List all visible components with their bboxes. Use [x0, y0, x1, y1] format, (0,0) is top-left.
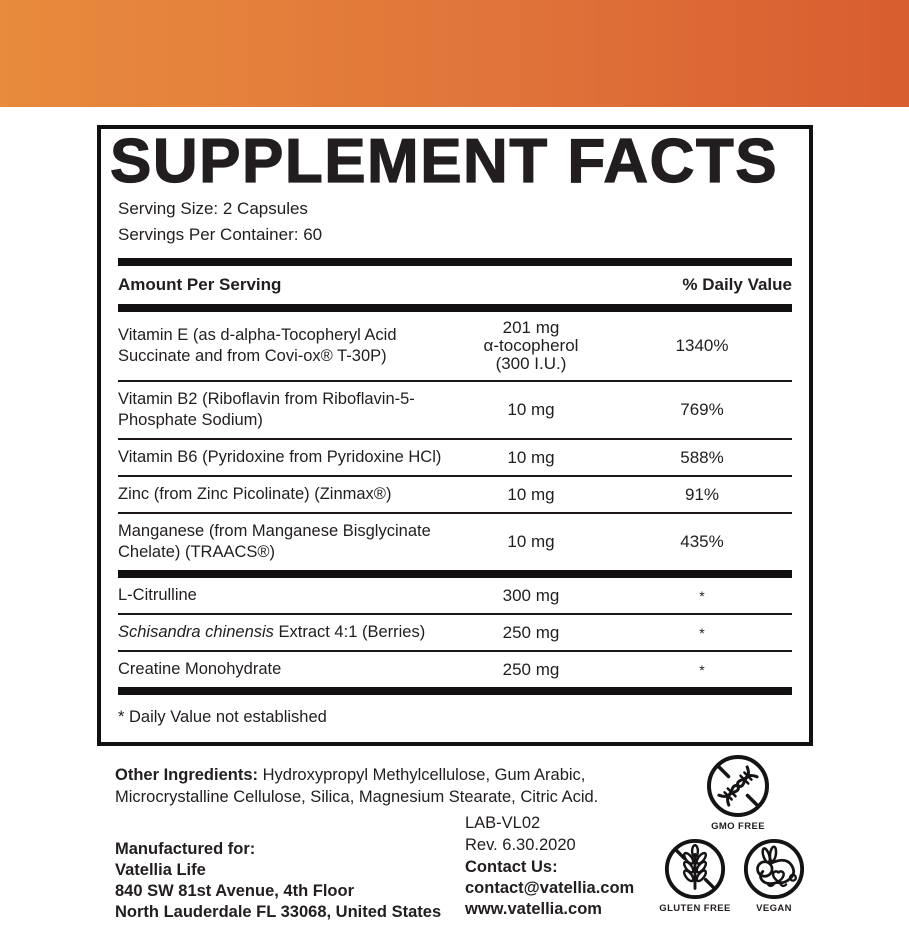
- servings-per-container: Servings Per Container: 60: [118, 225, 323, 244]
- thick-divider: [118, 258, 792, 266]
- lab-code: LAB-VL02: [465, 814, 541, 832]
- revision-date: Rev. 6.30.2020: [465, 836, 576, 854]
- ingredient-amount: [450, 533, 612, 551]
- manufacturer-block: [115, 839, 441, 923]
- table-row: [118, 312, 792, 380]
- manufacturer-name: Vatellia Life: [115, 861, 206, 879]
- amount-line: 250 mg: [502, 659, 560, 679]
- other-ingredients-text: Hydroxypropyl Methylcellulose, Gum Arabic, Microcrystalline Cellulose, Silica, Magnesium Stearate, Citric Acid.: [115, 766, 599, 806]
- manufactured-for-label: Manufactured for:: [115, 840, 256, 858]
- table-row: [118, 380, 792, 438]
- ingredient-name-text: Manganese (from Manganese Bisglycinate Chelate) (TRAACS®): [118, 522, 431, 561]
- contact-website: www.vatellia.com: [465, 900, 602, 918]
- vitamins-minerals-rows: [118, 312, 792, 570]
- ingredient-name: [118, 585, 450, 606]
- gluten-free-icon: [663, 837, 727, 901]
- ingredient-name: [118, 622, 450, 643]
- column-header-daily-value: % Daily Value: [682, 275, 792, 294]
- ingredient-name-italic: Schisandra chinensis: [118, 623, 274, 641]
- ingredient-dv: 1340%: [675, 336, 729, 355]
- amount-line: 300 mg: [502, 585, 560, 605]
- ingredient-amount: [450, 449, 612, 467]
- thick-divider: [118, 687, 792, 695]
- amount-line: 10 mg: [507, 532, 555, 551]
- manufacturer-address-line2: North Lauderdale FL 33068, United States: [115, 903, 442, 921]
- column-header-amount: Amount Per Serving: [118, 275, 282, 294]
- serving-size: Serving Size: 2 Capsules: [118, 199, 308, 218]
- gluten-free-label: GLUTEN FREE: [659, 903, 731, 914]
- ingredient-dv: *: [699, 662, 705, 678]
- ingredient-name-text: Extract 4:1 (Berries): [273, 623, 426, 641]
- table-row: [118, 650, 792, 687]
- gmo-free-label: GMO FREE: [711, 821, 765, 832]
- table-row: [118, 512, 792, 570]
- ingredient-amount: [450, 624, 612, 642]
- amount-line: 10 mg: [507, 447, 555, 467]
- table-header-row: [118, 266, 792, 304]
- ingredient-name-text: Creatine Monohydrate: [118, 660, 282, 678]
- ingredient-name-text: Vitamin E (as d-alpha-Tocopheryl Acid Succinate and from Covi-ox® T-30P): [118, 326, 397, 365]
- supplement-facts-panel: [97, 125, 813, 746]
- ingredient-amount: [450, 587, 612, 605]
- thick-divider: [118, 570, 792, 578]
- ingredient-dv: 588%: [680, 447, 724, 467]
- table-row: [118, 613, 792, 650]
- ingredient-name: [118, 659, 450, 680]
- ingredient-dv: 769%: [680, 400, 724, 419]
- ingredient-amount: [450, 319, 612, 373]
- daily-value-footnote: * Daily Value not established: [118, 708, 327, 726]
- ingredient-dv: *: [699, 588, 705, 604]
- amount-line: 201 mg: [502, 318, 560, 337]
- vegan-label: VEGAN: [756, 903, 792, 914]
- other-ingredients: [115, 764, 685, 808]
- ingredient-name-text: Zinc (from Zinc Picolinate) (Zinmax®): [118, 485, 392, 503]
- ingredient-amount: [450, 661, 612, 679]
- ingredient-name: [118, 389, 450, 431]
- table-row: [118, 475, 792, 512]
- amount-line: α-tocopherol: [483, 336, 579, 355]
- orange-gradient-banner: [0, 0, 909, 107]
- panel-title: SUPPLEMENT FACTS: [110, 127, 779, 196]
- ingredient-name: [118, 447, 450, 468]
- ingredient-dv: 91%: [684, 484, 720, 504]
- contact-block: [465, 857, 634, 920]
- ingredient-name-text: L-Citrulline: [118, 586, 197, 604]
- ingredient-name-text: Vitamin B2 (Riboflavin from Riboflavin-5-Phosphate Sodium): [118, 390, 415, 429]
- vegan-badge: [722, 837, 826, 914]
- amount-line: 10 mg: [507, 484, 555, 504]
- contact-email: contact@vatellia.com: [465, 879, 635, 897]
- other-actives-rows: [118, 578, 792, 687]
- amount-line: 10 mg: [507, 400, 555, 419]
- gmo-free-badge: [686, 753, 790, 832]
- contact-label: Contact Us:: [465, 858, 558, 876]
- lab-revision-block: [465, 812, 576, 856]
- ingredient-amount: [450, 486, 612, 504]
- ingredient-name: [118, 325, 450, 367]
- vegan-icon: [742, 837, 806, 901]
- gmo-free-icon: [705, 753, 771, 819]
- ingredient-dv: *: [699, 625, 705, 641]
- ingredient-name-text: Vitamin B6 (Pyridoxine from Pyridoxine HCl): [118, 448, 442, 466]
- other-ingredients-label: Other Ingredients:: [115, 766, 259, 784]
- table-row: [118, 438, 792, 475]
- amount-line: (300 I.U.): [495, 354, 567, 373]
- ingredient-name: [118, 484, 450, 505]
- table-row: [118, 578, 792, 613]
- ingredient-dv: 435%: [680, 532, 724, 551]
- amount-line: 250 mg: [502, 622, 560, 642]
- thick-divider: [118, 304, 792, 312]
- ingredient-amount: [450, 401, 612, 419]
- manufacturer-address-line1: 840 SW 81st Avenue, 4th Floor: [115, 882, 355, 900]
- ingredient-name: [118, 521, 450, 563]
